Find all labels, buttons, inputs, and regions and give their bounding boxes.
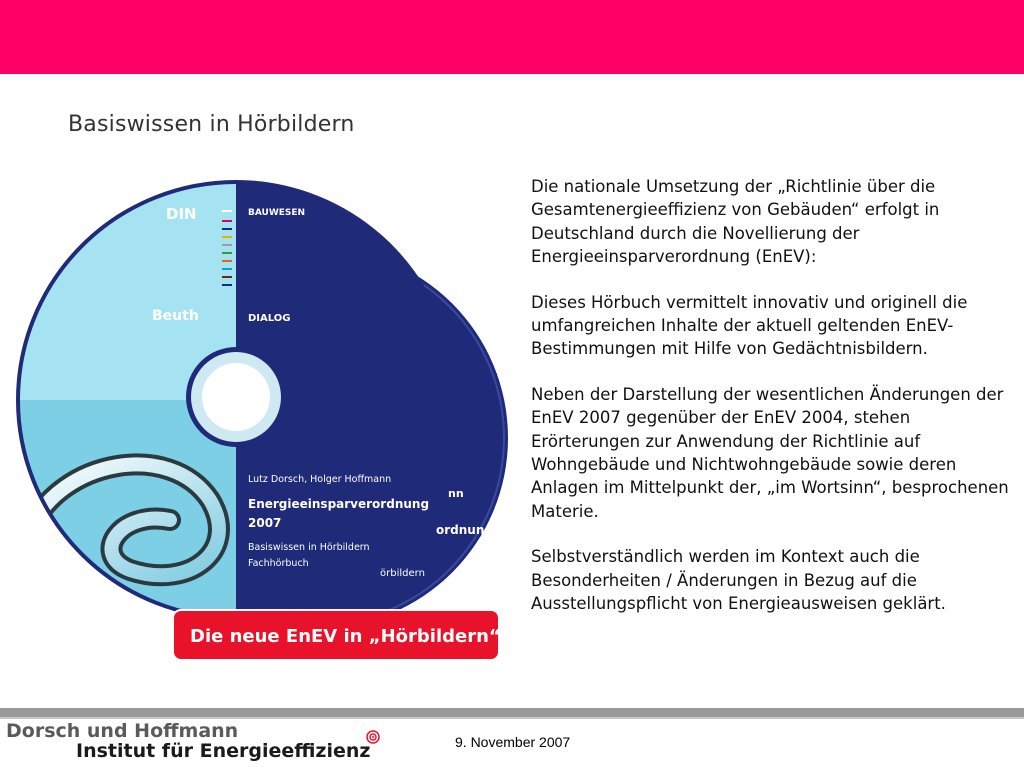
cd-type: Fachhörbuch [248, 558, 309, 569]
slide-body [531, 175, 1016, 638]
paragraph-4: Selbstverständlich werden im Kontext auch die Besonderheiten / Änderungen in Bezug auf die Ausstellungspflicht von Energieausweisen geklärt. [531, 547, 946, 614]
company-logo-line-1: Dorsch und Hoffmann [6, 720, 239, 742]
company-logo-line-2: Institut für Energieeffizienz [76, 740, 371, 762]
slide-title: Basiswissen in Hörbildern [68, 112, 355, 137]
paragraph-1: Die nationale Umsetzung der „Richtlinie über die Gesamtenergieeffizienz von Gebäuden“ erfolgt in Deutschland durch die Novellierung der Energieeinsparverordnung (EnEV): [531, 177, 940, 267]
cd-product-title: Energieeinsparverordnung [248, 497, 430, 511]
back-disc-text-2: ordnung [436, 523, 493, 537]
top-accent-bar [0, 0, 1024, 74]
series-label: BAUWESEN [248, 208, 306, 218]
cd-cover-image [0, 170, 520, 670]
footer-rule-thin [0, 717, 1024, 719]
cd-authors: Lutz Dorsch, Holger Hoffmann [248, 474, 392, 485]
company-logo-icon [366, 730, 380, 744]
cd-subtitle: Basiswissen in Hörbildern [248, 542, 370, 553]
back-disc-text-1: nn [448, 487, 464, 500]
footer-date: 9. November 2007 [455, 734, 571, 750]
publisher-logo: Beuth [152, 308, 199, 324]
footer-rule [0, 708, 1024, 717]
back-disc-text-3: örbildern [380, 568, 425, 579]
imprint-label: DIALOG [248, 313, 291, 324]
paragraph-3: Neben der Darstellung der wesentlichen Änderungen der EnEV 2007 gegenüber der EnEV 2004, stehen Erörterungen zur Anwendung der Richtlinie auf Wohngebäude und Nichtwohngebäude sowie deren Anlagen im Mittelpunkt der, „im Wortsinn“, besprochenen Materie. [531, 384, 1009, 521]
cd-year: 2007 [248, 516, 282, 530]
cd-banner-text: Die neue EnEV in „Hörbildern“ [190, 626, 501, 647]
din-logo: DIN [166, 205, 197, 223]
paragraph-2: Dieses Hörbuch vermittelt innovativ und originell die umfangreichen Inhalte der aktuell geltenden EnEV-Bestimmungen mit Hilfe von Gedächtnisbildern. [531, 292, 968, 359]
